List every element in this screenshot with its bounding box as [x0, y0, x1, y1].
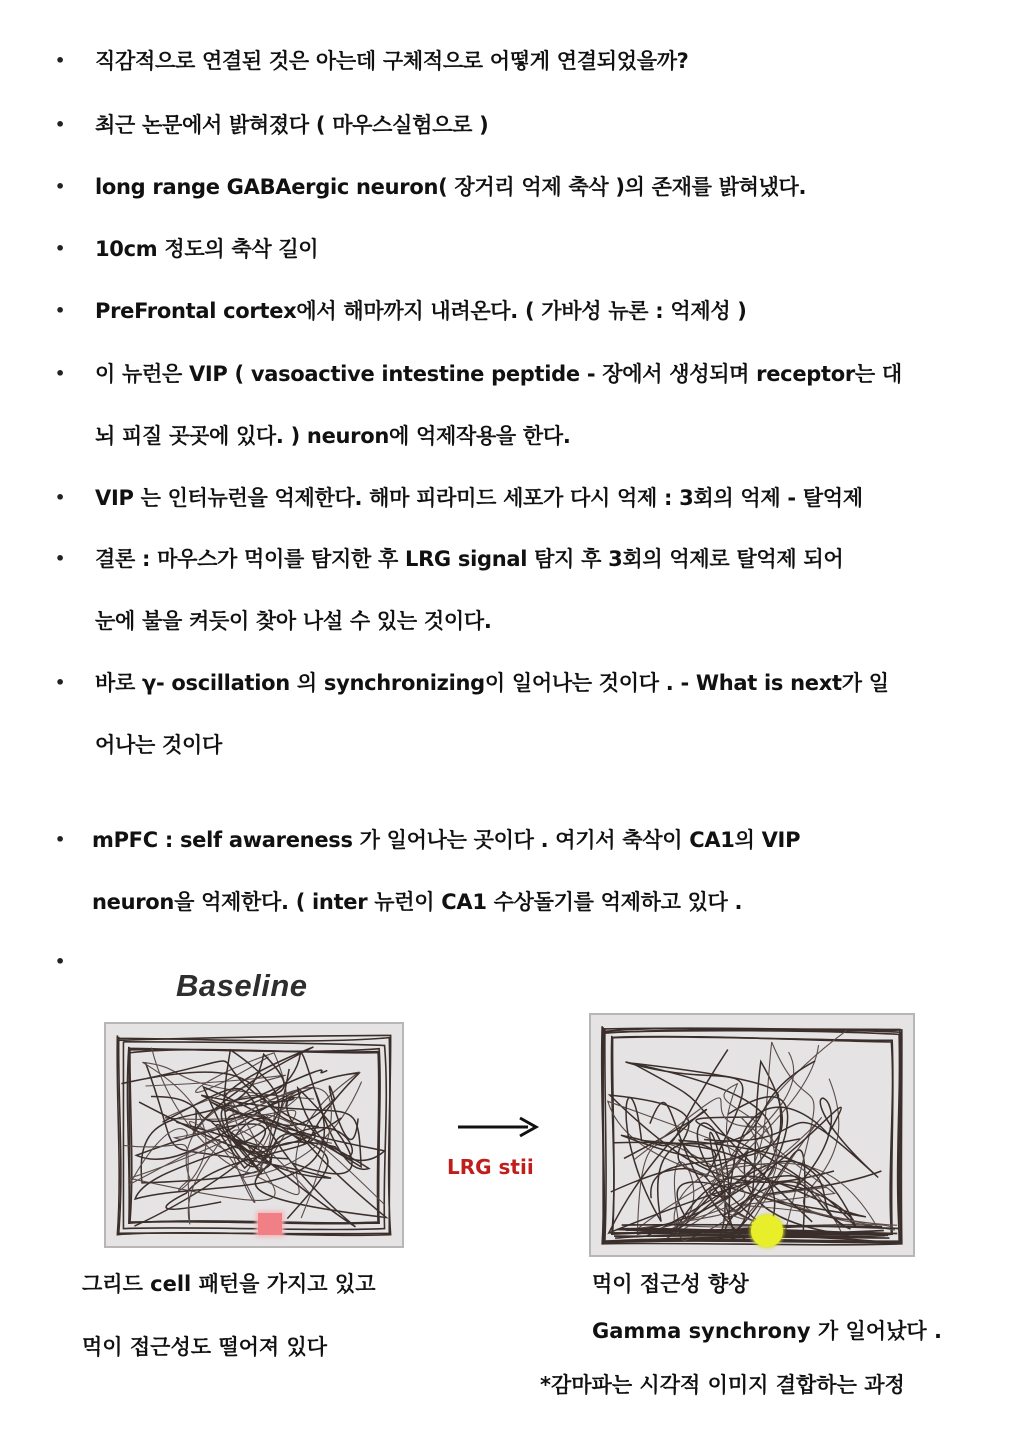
note-line: 뇌 피질 곳곳에 있다. ) neuron에 억제작용을 한다.	[95, 424, 571, 448]
note-bullet: •	[55, 488, 66, 507]
right-caption-line-3: *감마파는 시각적 이미지 결합하는 과정	[540, 1373, 905, 1397]
note-bullet: •	[55, 301, 66, 320]
note-bullet: •	[55, 115, 66, 134]
note-line: 직감적으로 연결된 것은 아는데 구체적으로 어떻게 연결되었을까?	[95, 49, 689, 73]
note-bullet: •	[55, 239, 66, 258]
note-line: PreFrontal cortex에서 해마까지 내려온다. ( 가바성 뉴론 : 억제성 )	[95, 299, 747, 323]
note-line: 어나는 것이다	[95, 733, 222, 757]
trajectory-trace	[119, 1037, 390, 1234]
note-bullet: •	[55, 673, 66, 692]
note-bullet: •	[55, 364, 66, 383]
note-line: neuron을 억제한다. ( inter 뉴런이 CA1 수상돌기를 억제하고 있다 .	[92, 890, 743, 914]
baseline-trajectory-traces	[106, 1024, 402, 1246]
baseline-title: Baseline	[176, 968, 308, 1003]
note-bullet: •	[55, 549, 66, 568]
stimulated-trajectory-traces	[591, 1015, 913, 1255]
note-bullet: •	[55, 51, 66, 70]
baseline-trajectory-panel	[104, 1022, 404, 1248]
note-line: 바로 γ- oscillation 의 synchronizing이 일어나는 것이다 . - What is next가 일	[95, 671, 889, 695]
note-bullet: •	[55, 177, 66, 196]
left-caption-line-1: 그리드 cell 패턴을 가지고 있고	[82, 1272, 376, 1296]
note-line: 결론 : 마우스가 먹이를 탐지한 후 LRG signal 탐지 후 3회의 억제로 탈억제 되어	[95, 547, 844, 571]
trajectory-trace	[603, 1027, 901, 1243]
figure-bullet: •	[55, 952, 66, 971]
note-line: 이 뉴런은 VIP ( vasoactive intestine peptide - 장에서 생성되며 receptor는 대	[95, 362, 902, 386]
note-bullet: •	[55, 830, 66, 849]
trajectory-trace	[124, 1115, 385, 1225]
note-line: VIP 는 인터뉴런을 억제한다. 해마 피라미드 세포가 다시 억제 : 3회의 억제 - 탈억제	[95, 486, 863, 510]
left-caption-line-2: 먹이 접근성도 떨어져 있다	[82, 1335, 328, 1359]
right-caption-line-1: 먹이 접근성 향상	[592, 1272, 749, 1296]
note-line: 눈에 불을 켜듯이 찾아 나설 수 있는 것이다.	[95, 609, 492, 633]
note-line: mPFC : self awareness 가 일어나는 곳이다 . 여기서 축삭이 CA1의 VIP	[92, 828, 801, 852]
right-arrow-icon	[456, 1112, 542, 1142]
lrg-stimulus-label: LRG stii	[447, 1155, 534, 1179]
note-line: 10cm 정도의 축삭 길이	[95, 237, 319, 261]
note-line: long range GABAergic neuron( 장거리 억제 축삭 )의 존재를 밝혀냈다.	[95, 175, 807, 199]
note-line: 최근 논문에서 밝혀졌다 ( 마우스실험으로 )	[95, 113, 489, 137]
food-marker-baseline	[258, 1213, 282, 1235]
right-caption-line-2: Gamma synchrony 가 일어났다 .	[592, 1319, 942, 1343]
stimulated-trajectory-panel	[589, 1013, 915, 1257]
food-marker-stimulated	[751, 1215, 783, 1247]
